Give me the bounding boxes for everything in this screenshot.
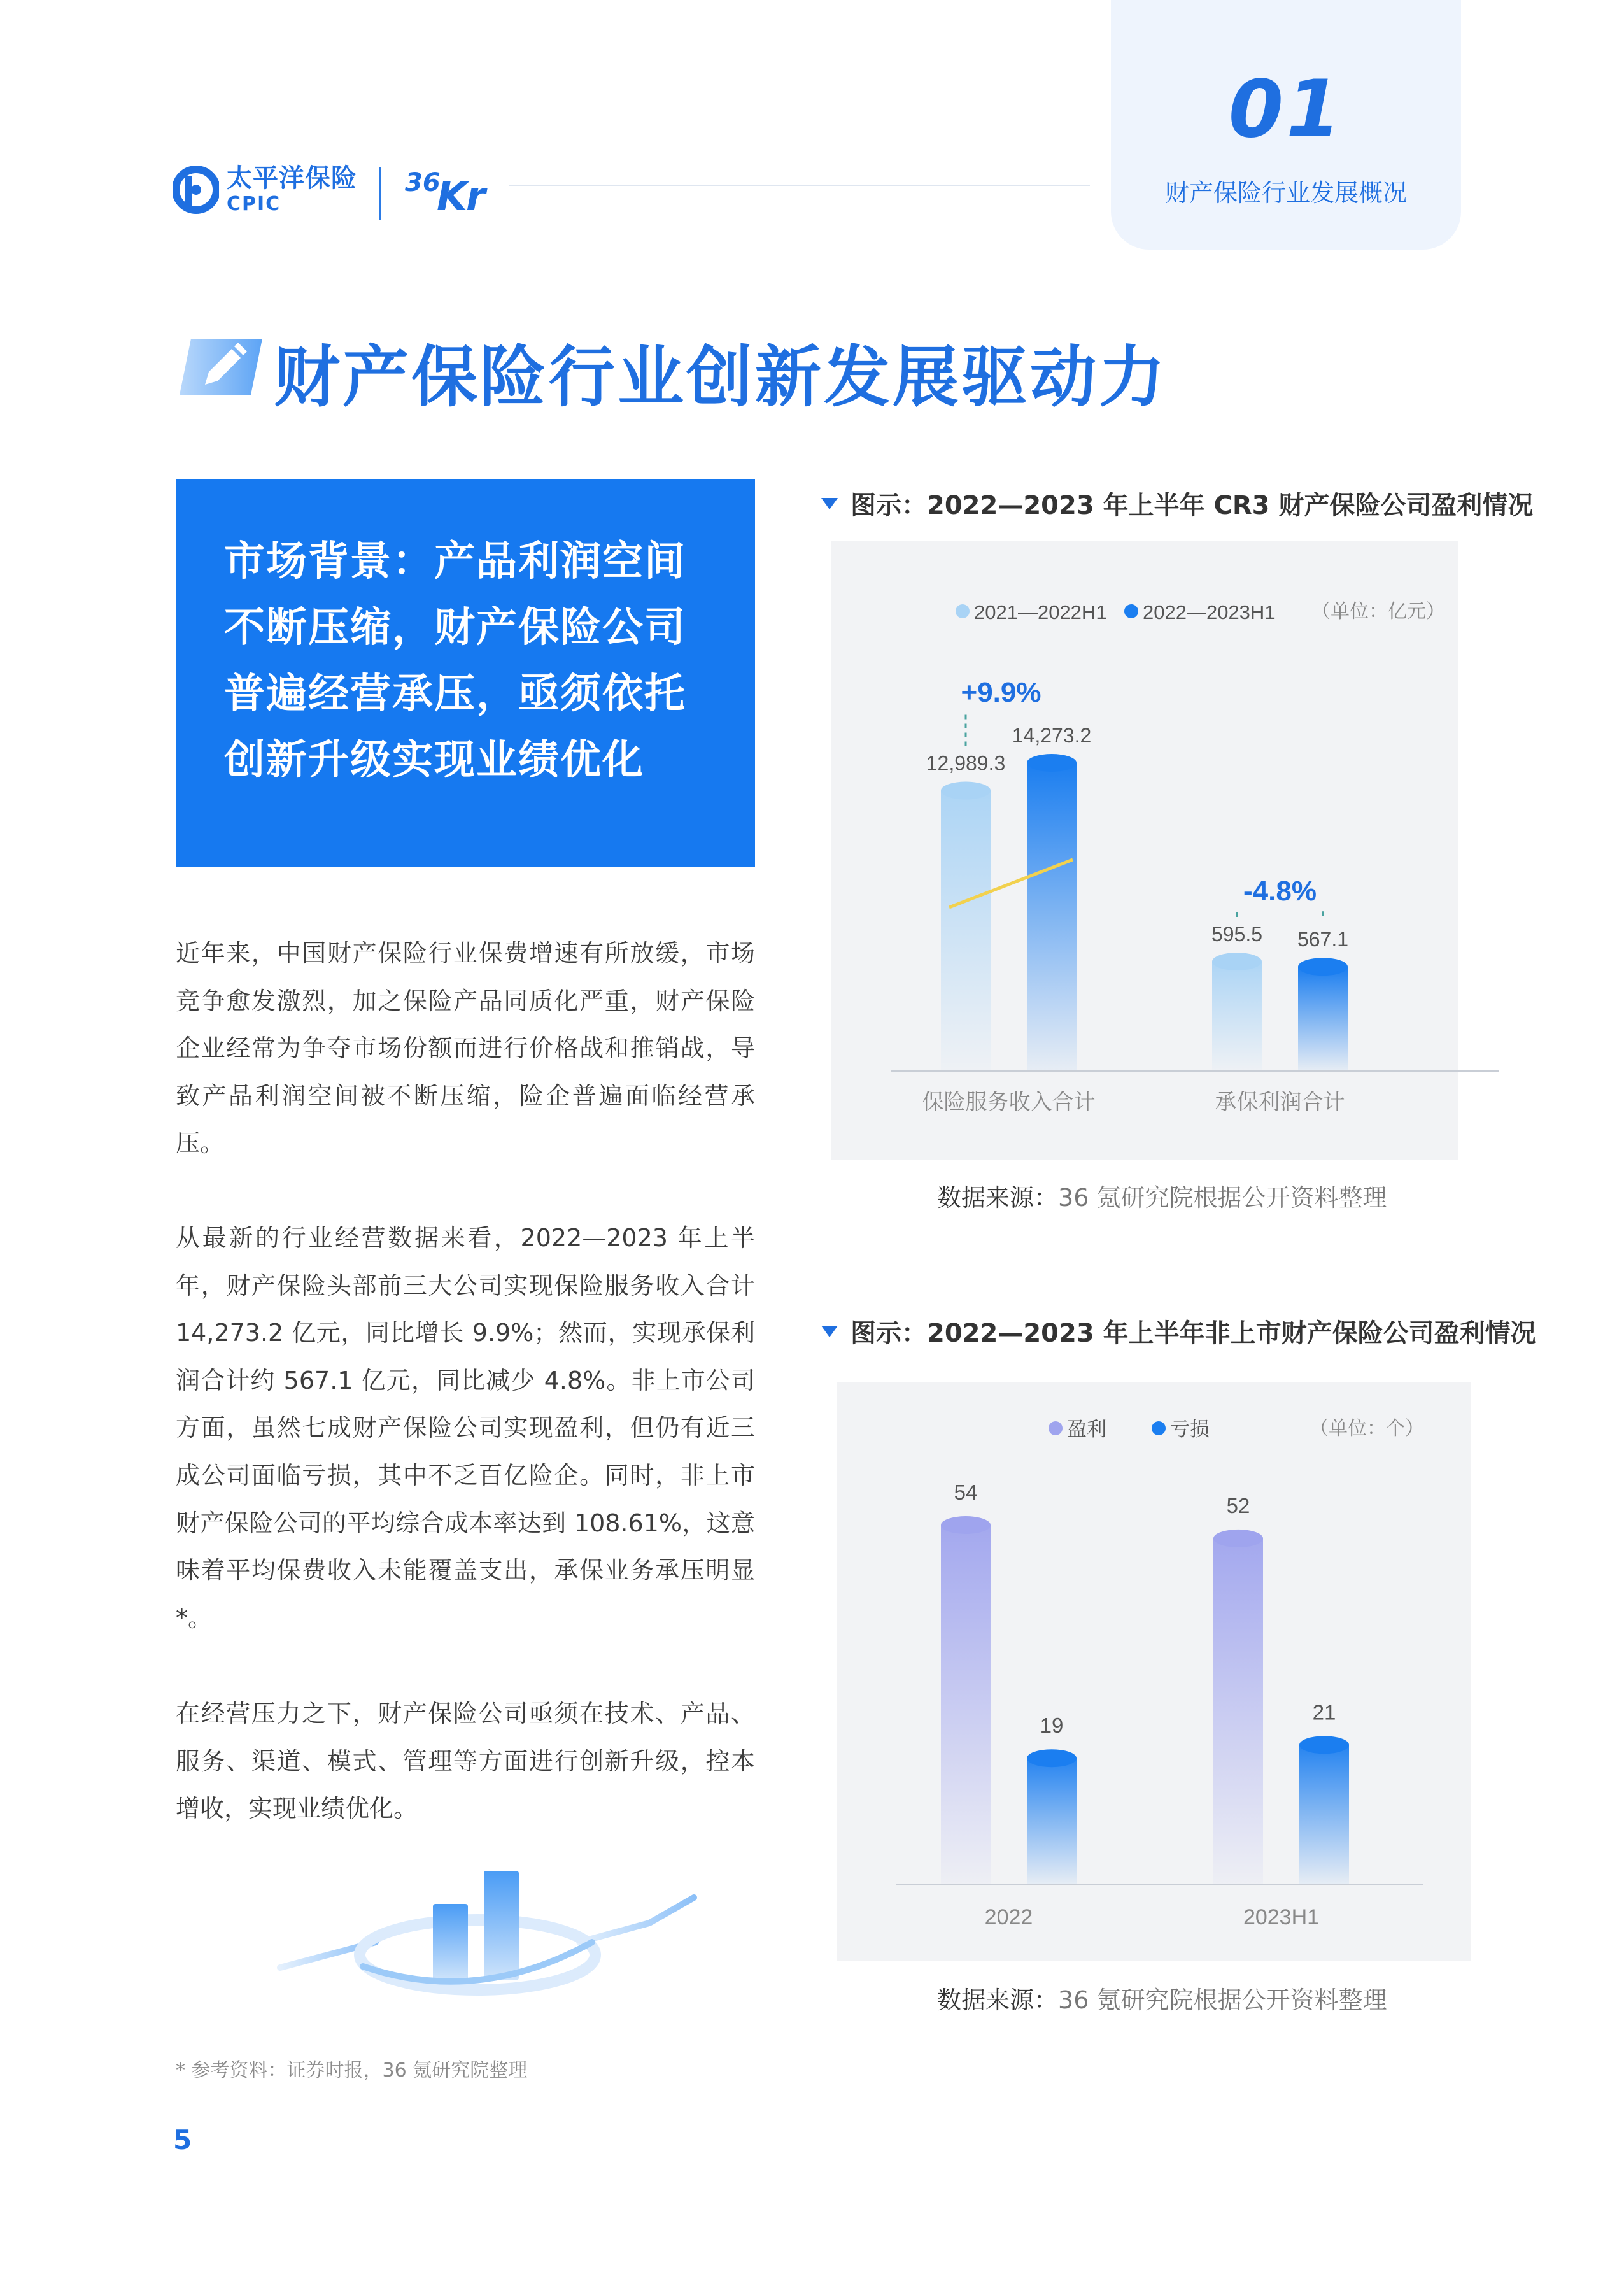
chart-2-source <box>937 1980 1387 2015</box>
page-number: 5 <box>173 2124 192 2155</box>
change-label-1: -4.8% <box>1243 876 1317 907</box>
chapter-title: 财产保险行业发展概况 <box>1164 179 1407 207</box>
brand-name-en: CPIC <box>227 193 281 215</box>
bar-1-1-top <box>1299 1736 1349 1754</box>
footnote: * 参考资料：证券时报，36 氪研究院整理 <box>176 2059 528 2082</box>
value-label-0-1: 19 <box>1040 1714 1064 1738</box>
pencil-icon <box>180 339 262 395</box>
category-label-0: 保险服务收入合计 <box>922 1090 1096 1115</box>
legend-label-series-2: 2022—2023H1 <box>1143 601 1276 623</box>
chart-2-source-label: 数据来源： <box>937 1986 1059 2014</box>
chart-1-panel <box>831 541 1458 1160</box>
category-label-0: 2022 <box>984 1905 1033 1929</box>
value-label-0-0: 12,989.3 <box>926 751 1006 775</box>
chart-2-panel <box>837 1382 1471 1961</box>
chart-2-source-text: 36 氪研究院根据公开资料整理 <box>1058 1986 1387 2014</box>
value-label-1-0: 52 <box>1226 1493 1250 1517</box>
cpic-logo-icon <box>173 164 219 215</box>
legend-swatch-series-2 <box>1152 1421 1166 1435</box>
value-label-0-1: 14,273.2 <box>1012 724 1092 747</box>
bar-1-1 <box>1298 967 1348 1071</box>
chapter-tab <box>1111 0 1461 250</box>
chart-2-caption-text: 图示：2022—2023 年上半年非上市财产保险公司盈利情况 <box>851 1319 1536 1348</box>
chart-1-caption-text: 图示：2022—2023 年上半年 CR3 财产保险公司盈利情况 <box>851 491 1534 520</box>
unit-note: （单位：个） <box>1310 1417 1424 1440</box>
brand-name-cn: 太平洋保险 <box>227 164 357 193</box>
cpic-logo <box>173 164 357 215</box>
caption-triangle-icon <box>821 498 838 509</box>
bar-0-0 <box>941 791 991 1071</box>
chart-1-source-label: 数据来源： <box>937 1184 1059 1212</box>
value-label-1-0: 595.5 <box>1211 923 1263 946</box>
chapter-number: 01 <box>1228 64 1344 155</box>
36kr-logo-letters: Kr <box>437 173 484 220</box>
chart-1-source <box>937 1178 1387 1213</box>
bar-1-0 <box>1212 962 1262 1071</box>
header-rule <box>509 185 1090 186</box>
chart-1-caption <box>821 485 1533 522</box>
logo-divider <box>379 167 381 220</box>
bar-0-1 <box>1027 1758 1077 1885</box>
category-label-1: 2023H1 <box>1243 1905 1320 1929</box>
bar-0-0-top <box>941 1516 991 1534</box>
chart-2-svg <box>837 1382 1471 1961</box>
change-label-0: +9.9% <box>961 677 1041 708</box>
legend-label-series-1: 2021—2022H1 <box>974 601 1107 623</box>
bar-1-0-top <box>1213 1530 1263 1547</box>
unit-note: （单位：亿元） <box>1311 601 1445 622</box>
legend-swatch-series-2 <box>1124 604 1138 618</box>
growth-illustration <box>274 1859 713 2006</box>
category-label-1: 承保利润合计 <box>1215 1090 1345 1115</box>
36kr-logo-number: 36 <box>405 168 441 197</box>
legend-label-series-2: 亏损 <box>1170 1418 1210 1441</box>
highlight-text: 市场背景：产品利润空间不断压缩，财产保险公司普遍经营承压，亟须依托创新升级实现业绩优化 <box>224 538 686 784</box>
bar-0-1 <box>1027 763 1077 1071</box>
chart-2-caption <box>821 1313 1536 1349</box>
bar-0-0-top <box>941 782 991 800</box>
bar-0-0 <box>941 1525 991 1885</box>
value-label-1-1: 567.1 <box>1297 928 1349 951</box>
legend-label-series-1: 盈利 <box>1067 1418 1106 1441</box>
chart-1-source-text: 36 氪研究院根据公开资料整理 <box>1058 1184 1387 1212</box>
caption-triangle-icon <box>821 1326 838 1337</box>
body-paragraph-1: 近年来，中国财产保险行业保费增速有所放缓，市场竞争愈发激烈，加之保险产品同质化严重，财产保险企业经常为争夺市场份额而进行价格战和推销战，导致产品利润空间被不断压缩，险企普遍面临经营承压。 <box>176 939 755 1158</box>
chart-1-svg <box>831 541 1458 1160</box>
legend-swatch-series-1 <box>1049 1421 1063 1435</box>
highlight-box <box>176 479 755 867</box>
bar-0-1-top <box>1027 754 1077 772</box>
value-label-1-1: 21 <box>1312 1700 1336 1724</box>
body-paragraph-2: 从最新的行业经营数据来看，2022—2023 年上半年，财产保险头部前三大公司实现保险服务收入合计 14,273.2 亿元，同比增长 9.9%；然而，实现承保利润合计约 567.1 亿元，同比减少 4.8%。非上市公司方面，虽然七成财产保险公司实现盈利，但仍有近三成公司面临亏损，其中不乏百亿险企。同时，非上市财产保险公司的平均综合成本率达到 108.61%，这意味着平均保费收入未能覆盖支出，承保业务承压明显 *。 <box>176 1224 755 1632</box>
value-label-0-0: 54 <box>954 1480 978 1504</box>
bar-1-0 <box>1213 1538 1263 1885</box>
legend-swatch-series-1 <box>956 604 970 618</box>
bar-0-1-top <box>1027 1749 1077 1767</box>
bar-1-1-top <box>1298 958 1348 976</box>
bar-1-0-top <box>1212 953 1262 970</box>
body-paragraph-3: 在经营压力之下，财产保险公司亟须在技术、产品、服务、渠道、模式、管理等方面进行创新升级，控本增收，实现业绩优化。 <box>176 1700 755 1823</box>
bar-1-1 <box>1299 1745 1349 1885</box>
page-title: 财产保险行业创新发展驱动力 <box>274 338 1168 416</box>
